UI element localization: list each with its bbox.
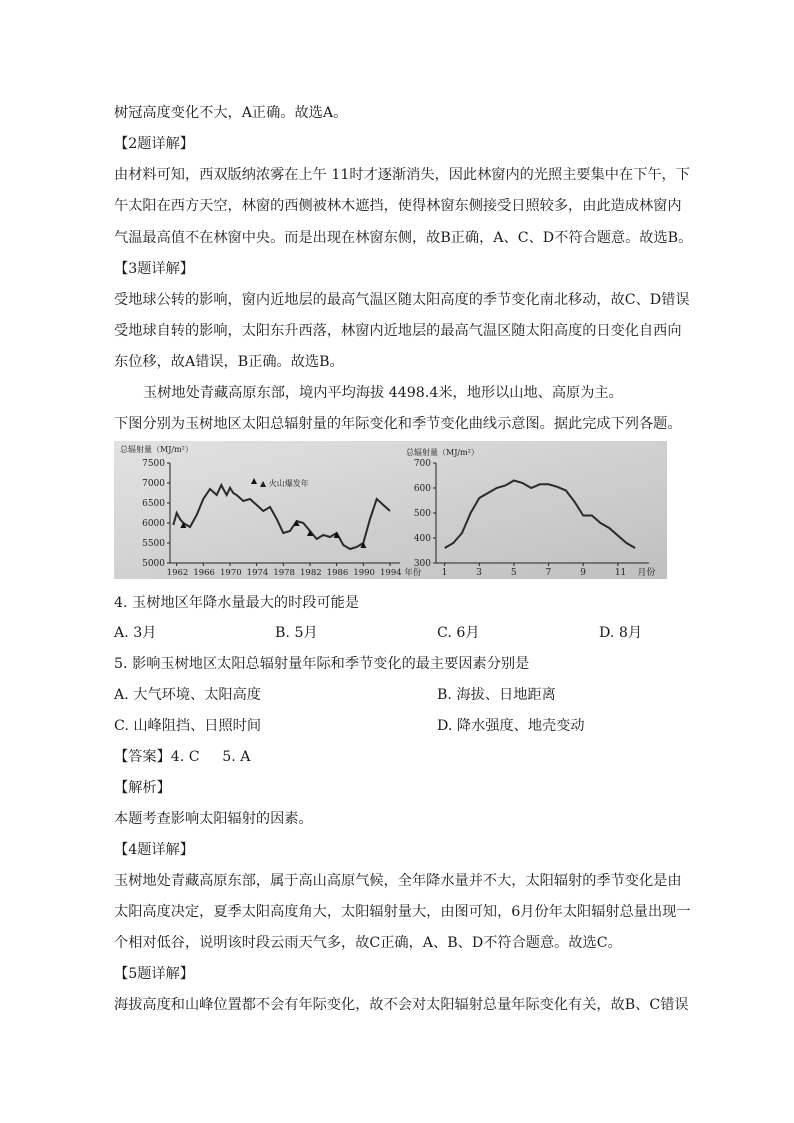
left-y-tick-label: 5500 [142,539,165,549]
text-line: 玉树地处青藏高原东部，属于高山高原气候，全年降水量并不大，太阳辐射的季节变化是由 [114,873,682,889]
right-x-tick-label: 1 [441,568,448,578]
text-line: 由材料可知，西双版纳浓雾在上午 11时才逐渐消失，因此林窗内的光照主要集中在下午，下 [114,167,690,183]
section-heading: 【4题详解】 [114,842,194,858]
q4-option-d: D. 8月 [599,625,643,641]
left-x-tick-label: 1982 [300,568,322,578]
q4-option-c: C. 6月 [437,625,480,641]
right-y-tick-label: 400 [413,534,431,544]
left-x-tick-label: 1962 [166,568,189,578]
right-y-tick-label: 600 [413,484,431,494]
right-y-tick-label: 500 [413,509,431,519]
left-y-tick-label: 6500 [142,499,165,509]
left-y-tick-label: 7000 [142,479,165,489]
right-x-tick-label: 11 [614,568,627,578]
material-intro: 玉树地处青藏高原东部，境内平均海拔 4498.4米，地形以山地、高原为主。 [143,385,623,401]
left-y-tick-label: 5000 [142,559,165,569]
figure-solar-radiation [114,441,667,579]
right-ylabel: 总辐射量（MJ/m²） [406,448,479,457]
text-line: 气温最高值不在林窗中央。而是出现在林窗东侧，故B正确，A、C、D不符合题意。故选B。 [114,230,693,246]
analysis-heading: 【解析】 [114,780,171,796]
text-line: 东位移，故A错误，B正确。故选B。 [114,354,344,370]
right-y-tick-label: 300 [413,559,431,569]
q4-option-a: A. 3月 [114,625,157,641]
left-x-tick-label: 1966 [193,568,215,578]
chart-svg [114,441,667,579]
right-y-tick-label: 700 [413,459,431,469]
right-x-tick-label: 3 [476,568,483,578]
text-line: 受地球自转的影响，太阳东升西落，林窗内近地层的最高气温区随太阳高度的日变化自西向 [114,323,682,339]
q5-option-a: A. 大气环境、太阳高度 [114,687,261,703]
section-heading: 【5题详解】 [114,966,194,982]
right-x-tick-label: 9 [580,568,586,578]
text-line: 个相对低谷，说明该时段云雨天气多，故C正确，A、B、D不符合题意。故选C。 [114,935,622,951]
left-x-tick-label: 1978 [273,568,295,578]
right-x-tick-label: 月份 [637,568,656,578]
text-line: 树冠高度变化不大，A正确。故选A。 [114,105,348,121]
text-line: 午太阳在西方天空，林窗的西侧被林木遮挡，使得林窗东侧接受日照较多，由此造成林窗内 [114,198,682,214]
q5-option-d: D. 降水强度、地壳变动 [437,718,585,734]
figure-shading [114,441,667,579]
answer-line: 【答案】4. C 5. A [114,749,251,765]
section-heading: 【3题详解】 [114,261,194,277]
q5-option-c: C. 山峰阻挡、日照时间 [114,718,262,734]
left-x-tick-label: 1970 [220,568,242,578]
right-x-tick-label: 5 [510,568,517,578]
text-line: 海拔高度和山峰位置都不会有年际变化，故不会对太阳辐射总量年际变化有关，故B、C错误 [114,997,689,1013]
left-x-tick-label: 1990 [353,568,375,578]
right-x-tick-label: 7 [545,568,552,578]
q4-option-b: B. 5月 [275,625,318,641]
left-ylabel: 总辐射量（MJ/m²） [120,445,193,454]
text-line: 本题考查影响太阳辐射的因素。 [114,811,313,827]
left-x-tick-label: 1974 [246,568,269,578]
q5-option-b: B. 海拔、日地距离 [437,687,556,703]
text-line: 受地球公转的影响，窗内近地层的最高气温区随太阳高度的季节变化南北移动，故C、D错误 [114,292,690,308]
question-4-stem: 4. 玉树地区年降水量最大的时段可能是 [114,595,360,611]
question-5-stem: 5. 影响玉树地区太阳总辐射量年际和季节变化的最主要因素分别是 [114,656,530,672]
volcano-legend: ▲ 火山爆发年 [260,479,309,488]
text-line: 下图分别为玉树地区太阳总辐射量的年际变化和季节变化曲线示意图。据此完成下列各题。 [114,416,682,432]
left-x-tick-label: 1986 [326,568,349,578]
left-y-tick-label: 6000 [142,519,165,529]
text-line: 太阳高度决定，夏季太阳高度角大，太阳辐射量大，由图可知，6月份年太阳辐射总量出现一 [114,904,691,920]
left-x-tick-label: 1994 年份 [380,568,422,578]
section-heading: 【2题详解】 [114,136,194,152]
left-y-tick-label: 7500 [142,459,165,469]
